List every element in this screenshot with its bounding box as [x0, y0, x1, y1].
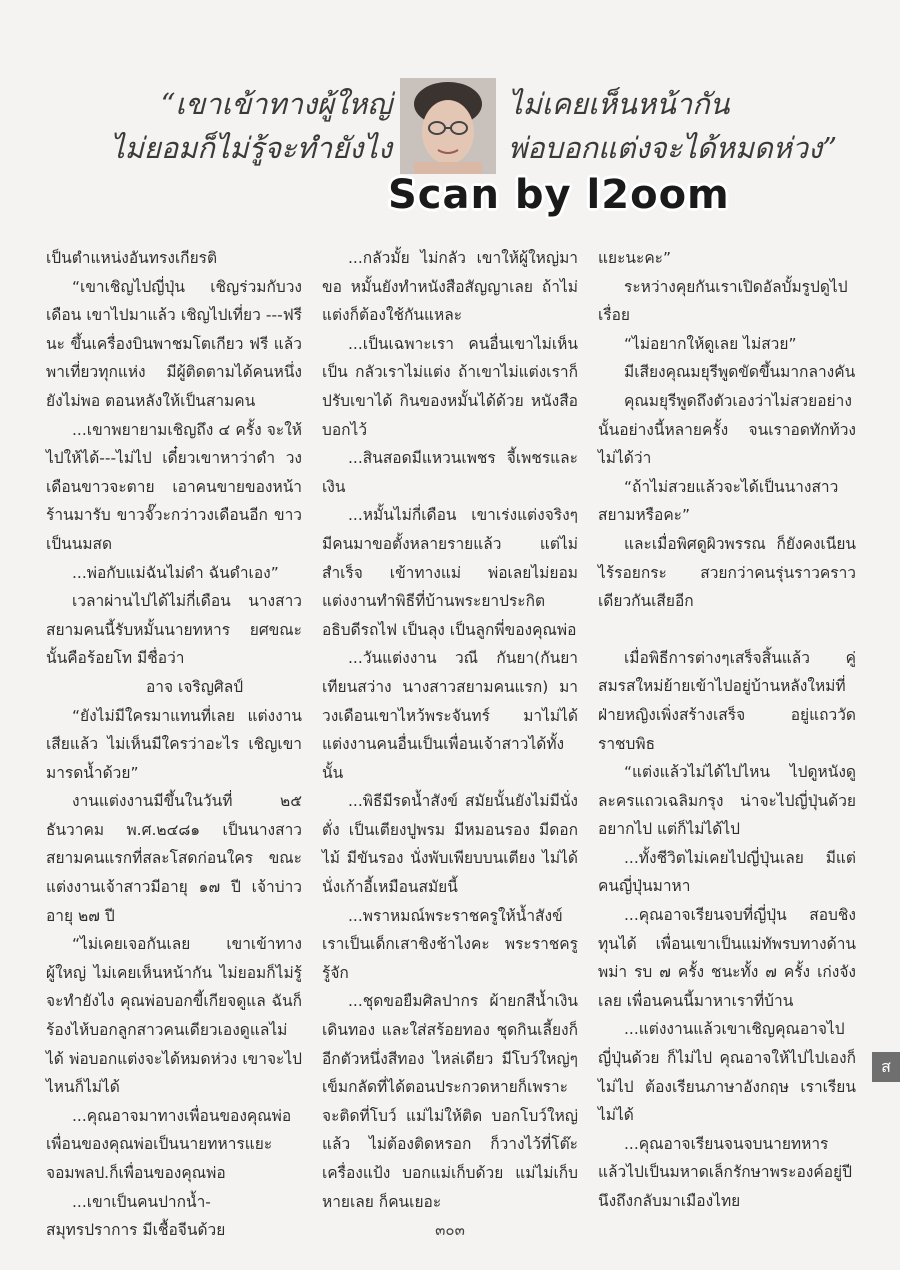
paragraph: ...กลัวมั้ย ไม่กลัว เขาให้ผู้ใหญ่มาขอ หมั้นยังทำหนังสือสัญญาเลย ถ้าไม่แต่งก็ต้องใช้กันแหละ	[322, 249, 578, 325]
paragraph: งานแต่งงานมีขึ้นในวันที่ ๒๕ ธันวาคม พ.ศ.๒๔๘๑ เป็นนางสาวสยามคนแรกที่สละโสดก่อนใคร ขณะแต่งงานเจ้าสาวมีอายุ ๑๗ ปี เจ้าบ่าวอายุ ๒๗ ปี	[46, 792, 302, 925]
paragraph: ...คุณอาจมาทางเพื่อนของคุณพ่อ เพื่อนของคุณพ่อเป็นนายทหารแยะ จอมพลป.ก็เพื่อนของคุณพ่อ	[46, 1106, 292, 1182]
paragraph: “แต่งแล้วไม่ได้ไปไหน ไปดูหนังดูละครแถวเฉลิมกรุง น่าจะไปญี่ปุ่นด้วย อยากไป แต่ก็ไม่ได้ไป	[598, 763, 856, 839]
paragraph: ...วันแต่งงาน วณี กันยา(กันยา เทียนสว่าง นางสาวสยามคนแรก) มา วงเดือนเขาไหว้พระจันทร์ มาไม่ได้ แต่งงานคนอื่นเป็นเพื่อนเจ้าสาวได้ทั้งนั้น	[322, 649, 578, 782]
paragraph: และเมื่อพิศดูผิวพรรณ ก็ยังคงเนียนไร้รอยกระ สวยกว่าคนรุ่นราวคราวเดียวกันเสียอีก	[598, 534, 856, 611]
text-column-1	[46, 244, 302, 1245]
pull-quote-right-line-2: พ่อบอกแต่งจะได้หมดห่วง”	[508, 131, 838, 165]
paragraph: “ถ้าไม่สวยแล้วจะได้เป็นนางสาวสยามหรือคะ”	[598, 477, 839, 525]
section-tab: ส	[872, 1052, 900, 1082]
paragraph: ...หมั้นไม่กี่เดือน เขาเร่งแต่งจริงๆมีคนมาขอตั้งหลายรายแล้ว แต่ไม่สำเร็จ เข้าทางแม่ พ่อเลยไม่ยอม แต่งงานทำพิธีที่บ้านพระยาประกิตอธิบดีรถไฟ เป็นลุง เป็นลูกพี่ของคุณพ่อ	[322, 506, 578, 639]
paragraph: เวลาผ่านไปได้ไม่กี่เดือน นางสาวสยามคนนี้รับหมั้นนายทหาร ยศขณะนั้นคือร้อยโท มีชื่อว่า	[46, 592, 302, 668]
paragraph: ...คุณอาจเรียนจนจบนายทหาร แล้วไปเป็นมหาดเล็กรักษาพระองค์อยู่ปีนึงถึงกลับมาเมืองไทย	[598, 1134, 852, 1210]
paragraph: ...เขาพยายามเชิญถึง ๔ ครั้ง จะให้ไปให้ได้---ไม่ไป เดี๋ยวเขาหาว่าดำ วงเดือนขาวจะตาย เอาคนขายของหน้าร้านมารับ ขาวจั๊วะกว่าวงเดือนอีก ขาวเป็นนมสด	[46, 420, 302, 553]
paragraph: ...คุณอาจเรียนจบที่ญี่ปุ่น สอบชิงทุนได้ เพื่อนเขาเป็นแม่ทัพรบทางด้านพม่า รบ ๗ ครั้ง ชนะทั้ง ๗ ครั้ง เก่งจังเลย เพื่อนคนนี้มาหาเราที่บ้าน	[598, 906, 856, 1010]
page-number: ๓๐๓	[435, 1221, 465, 1239]
paragraph: ...ทั้งชีวิตไม่เคยไปญี่ปุ่นเลย มีแต่คนญี่ปุ่นมาหา	[598, 848, 856, 896]
paragraph: ...เป็นเฉพาะเรา คนอื่นเขาไม่เห็นเป็น กลัวเราไม่แต่ง ถ้าเขาไม่แต่งเราก็ปรับเขาได้ กินของหมั้นได้ด้วย หนังสือบอกไว้	[322, 334, 578, 439]
paragraph: ...ชุดขอยืมศิลปากร ผ้ายกสีน้ำเงินเดินทอง และใส่สร้อยทอง ชุดกินเลี้ยงก็อีกตัวหนึ่งสีทอง ไหล่เดียว มีโบว์ใหญ่ๆ เข็มกลัดที่ได้ตอนประกวดหายก็เพราะจะติดที่โบว์ แม่ไม่ให้ติด บอกโบว์ใหญ่แล้ว ไม่ต้องติดหรอก ก็วางไว้ที่โต๊ะเครื่องแป้ง บอกแม่เก็บด้วย แม่ไม่เก็บ หายเลย ก็คนเยอะ	[322, 992, 578, 1211]
paragraph: เป็นตำแหน่งอันทรงเกียรติ	[46, 249, 218, 267]
pull-quote-right	[508, 82, 837, 170]
paragraph: “ยังไม่มีใครมาแทนที่เลย แต่งงานเสียแล้ว ไม่เห็นมีใครว่าอะไร เชิญเขามารดน้ำด้วย”	[46, 706, 302, 782]
paragraph: “ไม่เคยเจอกันเลย เขาเข้าทางผู้ใหญ่ ไม่เคยเห็นหน้ากัน ไม่ยอมก็ไม่รู้จะทำยังไง คุณพ่อบอกขี้เกียจดูแล ฉันก็ร้องไห้บอกลูกสาวคนเดียวเองดูแลไม่ได้ พ่อบอกแต่งจะได้หมดห่วง เขาจะไปไหนก็ไม่ได้	[46, 935, 302, 1097]
pull-quote-left-line-2: ไม่ยอมก็ไม่รู้จะทำยังไง	[110, 131, 392, 165]
portrait-image-icon	[400, 78, 496, 174]
scan-watermark: Scan by l2oom	[388, 172, 730, 218]
paragraph: ...พิธีมีรดน้ำสังข์ สมัยนั้นยังไม่มีนั่งตั่ง เป็นเตียงปูพรม มีหมอนรอง มีดอกไม้ มีขันรอง นั่งพับเพียบบนเตียง ไม่ได้นั่งเก้าอี้เหมือนสมัยนี้	[322, 792, 578, 897]
paragraph: “เขาเชิญไปญี่ปุ่น เชิญร่วมกับวงเดือน เขาไปมาแล้ว เชิญไปเที่ยว ---ฟรีนะ ขึ้นเครื่องบินพาชมโตเกียว ฟรี แล้วพาเที่ยวทุกแห่ง มีผู้ติดตามได้คนหนึ่ง ยังไม่พอ ตอนหลังให้เป็นสามคน	[46, 277, 302, 410]
paragraph: ...สินสอดมีแหวนเพชร จี้เพชรและเงิน	[322, 449, 578, 496]
paragraph: ระหว่างคุยกันเราเปิดอัลบั้มรูปดูไปเรื่อย	[598, 277, 848, 325]
paragraph: แยะนะคะ”	[598, 249, 672, 267]
paragraph: “ไม่อยากให้ดูเลย ไม่สวย”	[624, 334, 797, 353]
paragraph: ...พราหมณ์พระราชครูให้น้ำสังข์ เราเป็นเด็กเสาชิงช้าไงคะ พระราชครูรู้จัก	[322, 906, 578, 982]
text-column-2	[322, 244, 578, 1216]
paragraph: ...แต่งงานแล้วเขาเชิญคุณอาจไปญี่ปุ่นด้วย ก็ไม่ไป คุณอาจให้ไปไปเองก็ไม่ไป ต้องเรียนภาษาอังกฤษ เราเรียนไม่ได้	[598, 1020, 856, 1125]
paragraph: ...พ่อกับแม่ฉันไม่ดำ ฉันดำเอง”	[72, 563, 279, 582]
paragraph: มีเสียงคุณมยุรีพูดขัดขึ้นมากลางคัน	[624, 363, 856, 382]
paragraph: อาจ เจริญศิลป์	[146, 677, 244, 696]
paragraph: เมื่อพิธีการต่างๆเสร็จสิ้นแล้ว คู่สมรสใหม่ย้ายเข้าไปอยู่บ้านหลังใหม่ที่ฝ่ายหญิงเพิ่งสร้างเสร็จ อยู่แถววัดราชบพิธ	[598, 648, 856, 753]
portrait-photo	[400, 78, 496, 174]
paragraph: ...เขาเป็นคนปากน้ำ-สมุทรปราการ มีเชื้อจีนด้วย	[46, 1192, 226, 1240]
pull-quote-left-line-1: “เขาเข้าทางผู้ใหญ่	[160, 87, 392, 121]
pull-quote-right-line-1: ไม่เคยเห็นหน้ากัน	[508, 87, 730, 121]
pull-quote-left	[110, 82, 392, 170]
paragraph: คุณมยุรีพูดถึงตัวเองว่าไม่สวยอย่างนั้นอย่างนี้หลายครั้ง จนเราอดทักท้วงไม่ได้ว่า	[598, 391, 856, 468]
text-column-3	[598, 244, 856, 1216]
